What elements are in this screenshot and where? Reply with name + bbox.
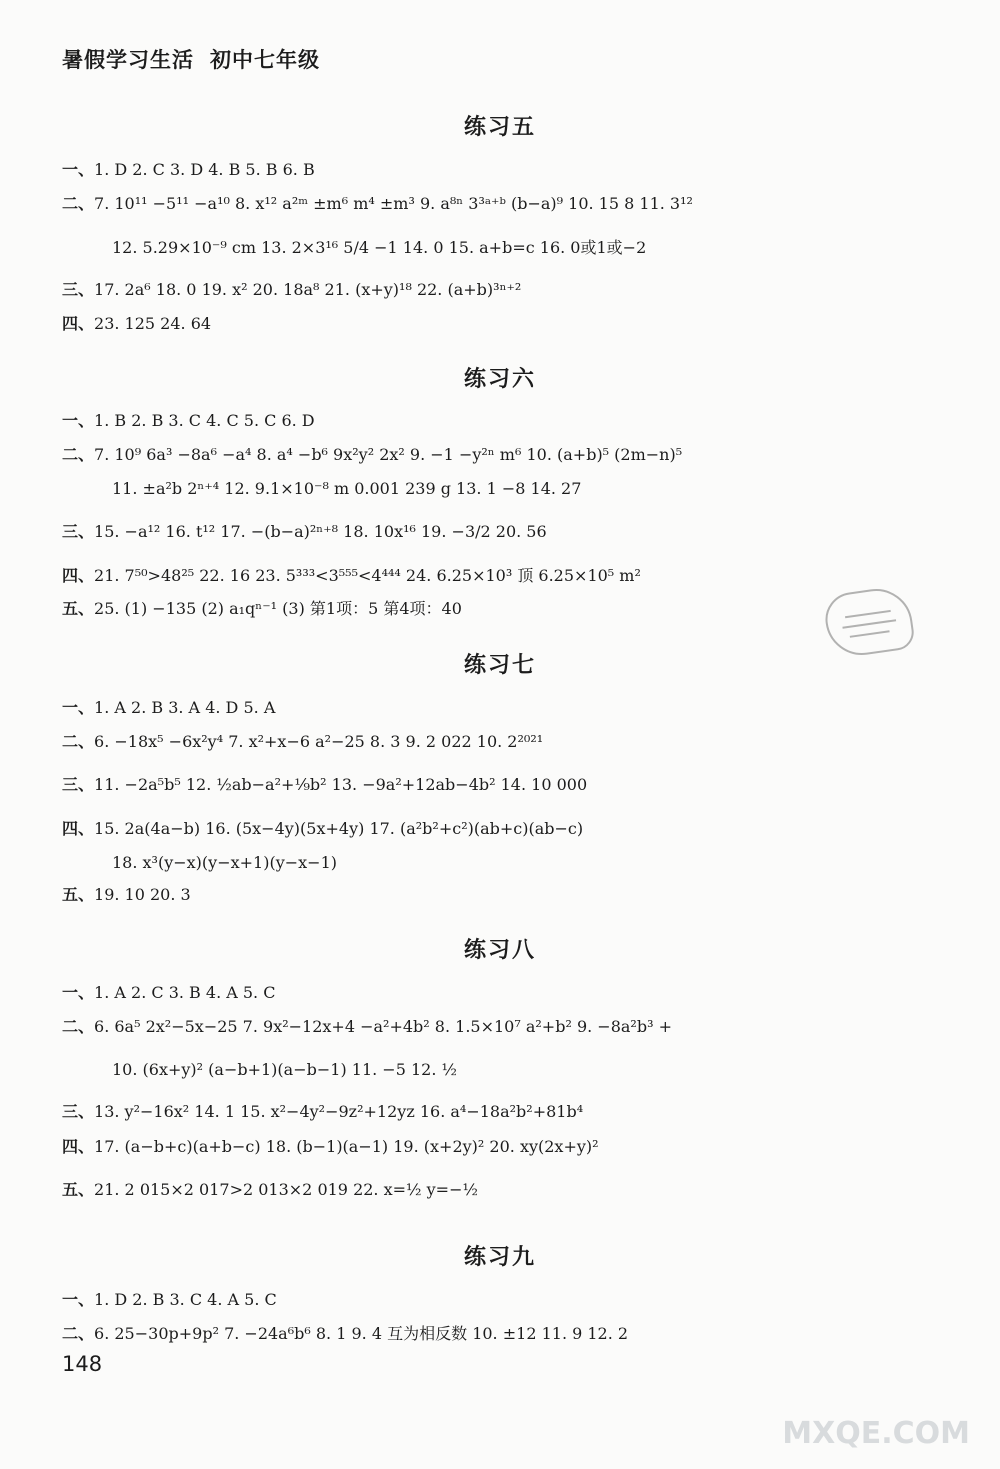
page-number: 148 bbox=[62, 1352, 103, 1376]
answer-line: 一、1. A 2. C 3. B 4. A 5. C bbox=[62, 983, 276, 1002]
answer-line: 四、23. 125 24. 64 bbox=[62, 314, 212, 333]
answer-line: 三、13. y²−16x² 14. 1 15. x²−4y²−9z²+12yz 16. a⁴−18a²b²+81b⁴ bbox=[62, 1102, 584, 1121]
section-title: 练习五 bbox=[463, 115, 536, 140]
watermark-site: MXQE.COM bbox=[782, 1416, 970, 1451]
answer-line: 一、1. D 2. B 3. C 4. A 5. C bbox=[62, 1290, 277, 1309]
answer-line: 四、21. 7⁵⁰>48²⁵ 22. 16 23. 5³³³<3⁵⁵⁵<4⁴⁴⁴ 24. 6.25×10³ 顶 6.25×10⁵ m² bbox=[62, 566, 641, 585]
answer-line: 二、6. 25−30p+9p² 7. −24a⁶b⁶ 8. 1 9. 4 互为相反数 10. ±12 11. 9 12. 2 bbox=[62, 1324, 629, 1343]
page-header bbox=[62, 44, 320, 74]
answer-line: 二、6. −18x⁵ −6x²y⁴ 7. x²+x−6 a²−25 8. 3 9. 2 022 10. 2²⁰²¹ bbox=[62, 732, 544, 751]
answer-line: 三、17. 2a⁶ 18. 0 19. x² 20. 18a⁸ 21. (x+y)¹⁸ 22. (a+b)³ⁿ⁺² bbox=[62, 280, 522, 299]
section-title: 练习六 bbox=[463, 367, 536, 392]
stamp-graphic bbox=[824, 587, 914, 658]
answer-line: 四、15. 2a(4a−b) 16. (5x−4y)(5x+4y) 17. (a²b²+c²)(ab+c)(ab−c) bbox=[62, 819, 584, 838]
answer-line: 一、1. D 2. C 3. D 4. B 5. B 6. B bbox=[62, 160, 315, 179]
answer-line: 12. 5.29×10⁻⁹ cm 13. 2×3¹⁶ 5/4 −1 14. 0 15. a+b=c 16. 0或1或−2 bbox=[112, 238, 647, 257]
grade-label: 初中七年级 bbox=[210, 48, 320, 72]
answer-line: 11. ±a²b 2ⁿ⁺⁴ 12. 9.1×10⁻⁸ m 0.001 239 g 13. 1 −8 14. 27 bbox=[112, 479, 582, 498]
answer-line: 18. x³(y−x)(y−x+1)(y−x−1) bbox=[112, 853, 337, 872]
watermark-logo bbox=[782, 1417, 970, 1451]
answer-line: 五、21. 2 015×2 017>2 013×2 019 22. x=½ y=−½ bbox=[62, 1180, 478, 1199]
section-title: 练习七 bbox=[463, 653, 536, 678]
answer-line: 10. (6x+y)² (a−b+1)(a−b−1) 11. −5 12. ½ bbox=[112, 1060, 458, 1079]
answer-line: 三、11. −2a⁵b⁵ 12. ½ab−a²+⅑b² 13. −9a²+12ab−4b² 14. 10 000 bbox=[62, 775, 588, 794]
answer-line: 二、7. 10⁹ 6a³ −8a⁶ −a⁴ 8. a⁴ −b⁶ 9x²y² 2x² 9. −1 −y²ⁿ m⁶ 10. (a+b)⁵ (2m−n)⁵ bbox=[62, 445, 683, 464]
section-title: 练习八 bbox=[463, 938, 536, 963]
answer-line: 一、1. A 2. B 3. A 4. D 5. A bbox=[62, 698, 276, 717]
book-title: 暑假学习生活 bbox=[62, 48, 194, 72]
answer-line: 三、15. −a¹² 16. t¹² 17. −(b−a)²ⁿ⁺⁸ 18. 10x¹⁶ 19. −3/2 20. 56 bbox=[62, 522, 547, 541]
section-title: 练习九 bbox=[463, 1245, 536, 1270]
answer-line: 四、17. (a−b+c)(a+b−c) 18. (b−1)(a−1) 19. (x+2y)² 20. xy(2x+y)² bbox=[62, 1137, 599, 1156]
answer-line: 一、1. B 2. B 3. C 4. C 5. C 6. D bbox=[62, 411, 315, 430]
answer-line: 二、6. 6a⁵ 2x²−5x−25 7. 9x²−12x+4 −a²+4b² 8. 1.5×10⁷ a²+b² 9. −8a²b³ + bbox=[62, 1017, 672, 1036]
answer-line: 五、25. (1) −135 (2) a₁qⁿ⁻¹ (3) 第1项：5 第4项：40 bbox=[62, 599, 462, 618]
answer-line: 二、7. 10¹¹ −5¹¹ −a¹⁰ 8. x¹² a²ᵐ ±m⁶ m⁴ ±m³ 9. a⁸ⁿ 3³ᵃ⁺ᵇ (b−a)⁹ 10. 15 8 11. 3¹² bbox=[62, 194, 693, 213]
answer-line: 五、19. 10 20. 3 bbox=[62, 885, 191, 904]
